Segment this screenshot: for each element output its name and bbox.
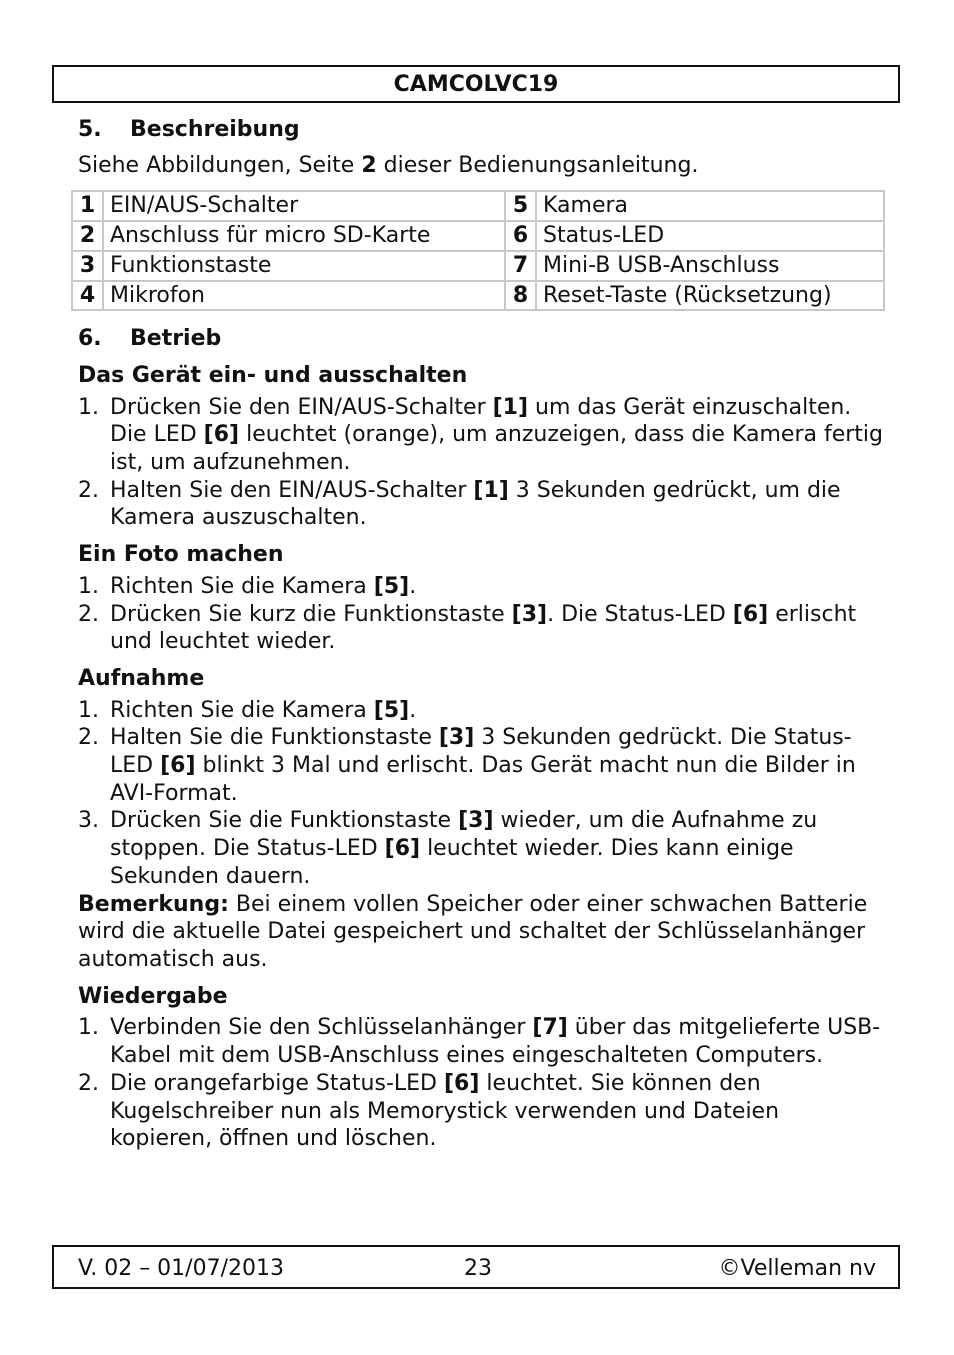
- intro-text-before: Siehe Abbildungen, Seite: [78, 152, 362, 178]
- step-text-part: . Die Status-LED: [547, 601, 733, 627]
- step-text-part: um das Gerät einzuschalten. Die LED: [110, 394, 852, 448]
- step-text-part: wieder, um die Aufnahme zu stoppen. Die Status-LED: [110, 808, 818, 862]
- list-item: [78, 477, 886, 532]
- item-reference: [7]: [532, 1015, 568, 1041]
- part-label: Anschluss für micro SD-Karte: [103, 221, 505, 251]
- step-text-part: Drücken Sie den EIN/AUS-Schalter: [110, 394, 493, 420]
- step-number: 1.: [78, 573, 99, 599]
- item-reference: [5]: [373, 697, 410, 723]
- section-5-intro: [78, 152, 886, 180]
- item-reference: [3]: [458, 808, 494, 834]
- section-6-subsections: [78, 362, 886, 1153]
- step-text: [110, 394, 886, 477]
- step-number: 1.: [78, 394, 99, 420]
- part-label: Funktionstaste: [103, 251, 505, 281]
- step-text-part: Die orangefarbige Status-LED: [110, 1070, 444, 1096]
- step-text: [110, 697, 886, 725]
- item-reference: [6]: [203, 422, 240, 448]
- step-text-part: .: [409, 573, 417, 599]
- step-number: 2.: [78, 601, 99, 627]
- part-number: 1: [72, 191, 103, 221]
- item-reference: [5]: [373, 573, 410, 599]
- part-label: Mini-B USB-Anschluss: [536, 251, 884, 281]
- part-label: Kamera: [536, 191, 884, 221]
- list-item: [78, 1014, 886, 1069]
- section-5-title: Beschreibung: [130, 117, 300, 142]
- item-reference: [1]: [473, 477, 509, 503]
- steps-list: [78, 1014, 886, 1153]
- page-footer: [52, 1245, 900, 1289]
- step-text: [110, 601, 886, 656]
- intro-text-after: dieser Bedienungsanleitung.: [376, 152, 699, 178]
- step-number: 2.: [78, 725, 99, 751]
- step-text-part: .: [409, 697, 417, 723]
- subsection-heading: Wiedergabe: [78, 983, 228, 1009]
- step-text-part: Drücken Sie kurz die Funktionstaste: [110, 601, 512, 627]
- product-code: CAMCOLVC19: [393, 71, 559, 97]
- part-number: 5: [505, 191, 536, 221]
- part-number: 7: [505, 251, 536, 281]
- step-text: [110, 807, 886, 890]
- list-item: [78, 807, 886, 890]
- part-label: Mikrofon: [103, 281, 505, 311]
- part-number: 4: [72, 281, 103, 311]
- step-text-part: 3 Sekunden gedrückt, um die Kamera auszuschalten.: [110, 477, 841, 531]
- step-text: [110, 477, 886, 532]
- footer-version: V. 02 – 01/07/2013: [78, 1256, 284, 1281]
- note-paragraph: [78, 891, 886, 974]
- footer-page-number: 23: [464, 1256, 492, 1281]
- page-header: [52, 65, 900, 103]
- step-number: 3.: [78, 808, 99, 834]
- table-row: [72, 221, 884, 251]
- step-text: [110, 724, 886, 807]
- subsection-heading: Das Gerät ein- und ausschalten: [78, 362, 468, 388]
- section-6-title: Betrieb: [130, 326, 222, 352]
- step-number: 2.: [78, 1070, 99, 1096]
- table-row: [72, 251, 884, 281]
- steps-list: [78, 394, 886, 533]
- page-content: [78, 112, 886, 1153]
- step-text-part: leuchtet wieder. Dies kann einige Sekunden dauern.: [110, 836, 794, 889]
- list-item: [78, 601, 886, 656]
- step-text: [110, 1014, 886, 1069]
- steps-list: [78, 697, 886, 891]
- section-5-number: 5.: [78, 117, 102, 142]
- step-text-part: Drücken Sie die Funktionstaste: [110, 808, 459, 834]
- part-label: Reset-Taste (Rücksetzung): [536, 281, 884, 311]
- section-5-heading: [78, 116, 886, 144]
- step-text-part: blinkt 3 Mal und erlischt. Das Gerät macht nun die Bilder in AVI-Format.: [110, 753, 856, 806]
- section-6-number: 6.: [78, 326, 102, 352]
- step-text-part: Verbinden Sie den Schlüsselanhänger: [110, 1015, 533, 1041]
- step-text-part: Richten Sie die Kamera: [110, 697, 374, 723]
- item-reference: [6]: [160, 753, 196, 779]
- part-number: 8: [505, 281, 536, 311]
- part-label: Status-LED: [536, 221, 884, 251]
- item-reference: [6]: [732, 601, 769, 627]
- intro-page-number: 2: [361, 152, 377, 178]
- table-row: [72, 191, 884, 221]
- part-number: 3: [72, 251, 103, 281]
- parts-table: [71, 190, 885, 311]
- footer-copyright: ©Velleman nv: [718, 1256, 876, 1281]
- item-reference: [6]: [384, 836, 421, 862]
- step-text-part: erlischt und leuchtet wieder.: [110, 601, 857, 655]
- step-text: [110, 573, 886, 601]
- list-item: [78, 1070, 886, 1153]
- step-number: 2.: [78, 477, 99, 503]
- step-text-part: Halten Sie den EIN/AUS-Schalter: [110, 477, 474, 503]
- list-item: [78, 724, 886, 807]
- step-number: 1.: [78, 697, 99, 723]
- part-number: 6: [505, 221, 536, 251]
- section-6-heading: [78, 325, 886, 353]
- item-reference: [3]: [438, 725, 475, 751]
- step-text-part: Halten Sie die Funktionstaste: [110, 725, 439, 751]
- list-item: [78, 573, 886, 601]
- subsection-heading: Ein Foto machen: [78, 542, 284, 568]
- step-text-part: leuchtet. Sie können den Kugelschreiber nun als Memorystick verwenden und Dateien kopieren, öffnen und löschen.: [110, 1070, 780, 1152]
- list-item: [78, 394, 886, 477]
- note-text: Bei einem vollen Speicher oder einer schwachen Batterie wird die aktuelle Datei gespeichert und schaltet der Schlüsselanhänger automatisch aus.: [78, 891, 868, 972]
- item-reference: [6]: [444, 1070, 480, 1096]
- steps-list: [78, 573, 886, 656]
- part-number: 2: [72, 221, 103, 251]
- list-item: [78, 697, 886, 725]
- table-row: [72, 281, 884, 311]
- step-text-part: über das mitgelieferte USB-Kabel mit dem USB-Anschluss eines eingeschalteten Computers.: [110, 1015, 881, 1069]
- part-label: EIN/AUS-Schalter: [103, 191, 505, 221]
- step-text-part: 3 Sekunden gedrückt. Die Status-LED: [110, 725, 852, 779]
- item-reference: [1]: [492, 394, 529, 420]
- step-text-part: Richten Sie die Kamera: [110, 573, 374, 599]
- item-reference: [3]: [511, 601, 548, 627]
- note-label: Bemerkung:: [78, 891, 229, 917]
- step-number: 1.: [78, 1015, 99, 1041]
- step-text: [110, 1070, 886, 1153]
- step-text-part: leuchtet (orange), um anzuzeigen, dass die Kamera fertig ist, um aufzunehmen.: [110, 422, 883, 476]
- subsection-heading: Aufnahme: [78, 665, 205, 691]
